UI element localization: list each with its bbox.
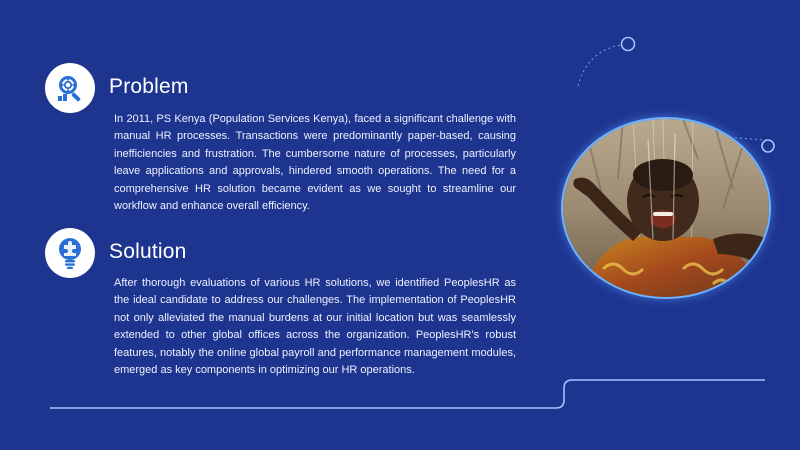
lightbulb-puzzle-icon (54, 236, 86, 270)
solution-icon-circle (45, 228, 95, 278)
solution-text: After thorough evaluations of various HR solutions, we identified PeoplesHR as the ideal candidate to address our challenges. The implementation of PeoplesHR not only alleviated the manual burdens at our initial location but was seamlessly extended to other global offices across the organization. PeoplesHR's robust features, notably the online global payroll and performance management modules, emerged as key components in optimizing our HR operations. (114, 277, 516, 377)
child-photo (563, 119, 769, 297)
child-photo-illustration (563, 119, 769, 297)
solution-heading: Solution (109, 240, 187, 263)
magnifier-gear-icon (54, 72, 86, 104)
problem-text: In 2011, PS Kenya (Population Services Kenya), faced a significant challenge with manual HR processes. Transactions were predominantly paper-based, causing inefficiencies and frustration. The cumbersome nature of processes, particularly leave applications and approvals, hindered smooth operations. The need for a comprehensive HR solution became evident as we sought to streamline our workflow and enhance overall efficiency. (114, 113, 516, 213)
baseline-step-line (50, 380, 765, 408)
problem-icon-circle (45, 63, 95, 113)
dotted-arc-top (578, 45, 622, 86)
deco-circle-right (762, 140, 774, 152)
deco-circle-top (622, 38, 635, 51)
problem-heading: Problem (109, 75, 189, 98)
